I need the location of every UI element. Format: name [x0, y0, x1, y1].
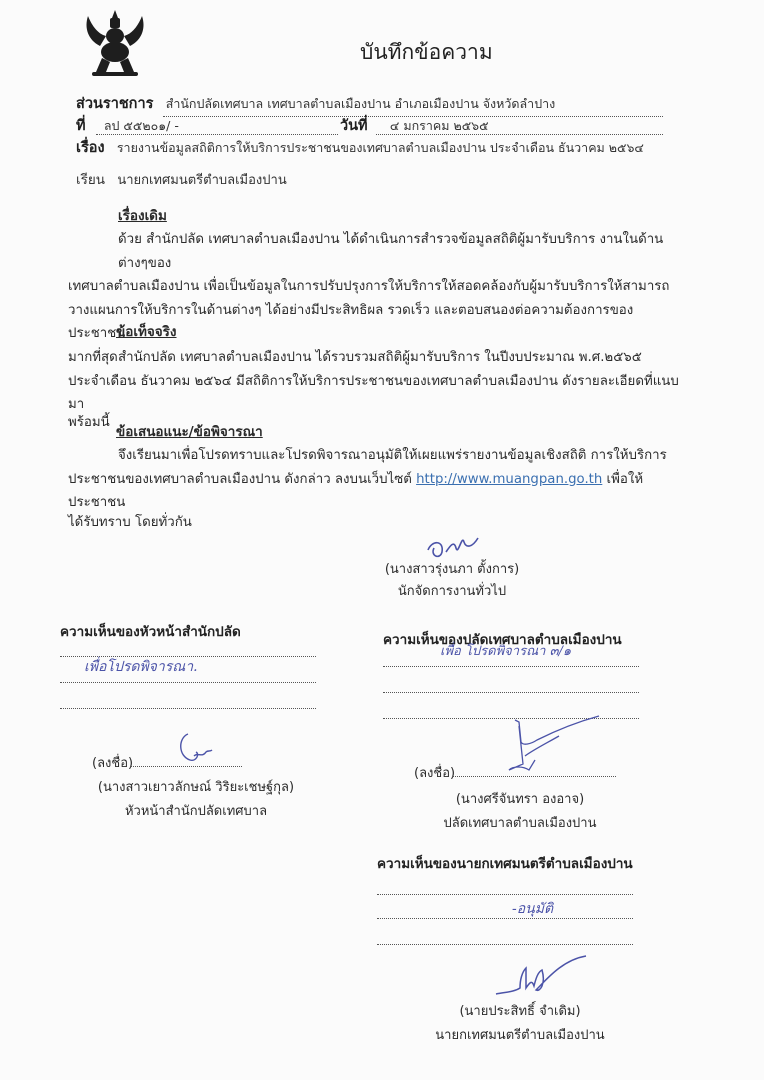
deputy-name: (นางศรีจันทรา องอาจ) [455, 792, 585, 807]
opinion-mayor-handwriting: -อนุมัติ [512, 901, 554, 917]
section-proposal-heading: ข้อเสนอแนะ/ข้อพิจารณา [116, 424, 263, 440]
opinion-line [377, 918, 633, 919]
text-fragment: เพื่อให้ประชาชน [68, 471, 644, 510]
sign-label: (ลงชื่อ) [92, 756, 134, 771]
date-value: ๔ มกราคม ๒๕๖๕ [389, 118, 489, 133]
date-label: วันที่ [340, 118, 368, 134]
to-label: เรียน [76, 172, 106, 188]
head-office-signature-icon [176, 730, 216, 766]
section-facts-heading: ข้อเท็จจริง [116, 324, 177, 340]
subject-value: รายงานข้อมูลสถิติการให้บริการประชาชนของเทศบาลตำบลเมืองปาน ประจำเดือน ธันวาคม ๒๕๖๔ [116, 140, 644, 155]
ref-dotline [96, 134, 338, 135]
subject-row [76, 136, 644, 159]
text-fragment: ประชาชนของเทศบาลตำบลเมืองปาน ดังกล่าว ลงบนเว็บไซต์ [68, 471, 417, 487]
opinion-line [60, 708, 316, 709]
text-line: ได้รับทราบ โดยทั่วกัน [68, 514, 192, 530]
agency-value: สำนักปลัดเทศบาล เทศบาลตำบลเมืองปาน อำเภอเมืองปาน จังหวัดลำปาง [165, 96, 556, 111]
head-office-sign-label [92, 752, 133, 773]
mayor-signature-icon [490, 950, 600, 1000]
author-position: นักจัดการงานทั่วไป [397, 584, 507, 599]
head-office-name: (นางสาวเยาวลักษณ์ วิริยะเชษฐ์กุล) [97, 780, 295, 795]
sign-label: (ลงชื่อ) [414, 766, 456, 781]
text-line: มากที่สุด [68, 349, 118, 365]
sign-dotline [130, 766, 242, 767]
deputy-sign-label [414, 762, 455, 783]
garuda-emblem-icon [82, 6, 148, 82]
subject-label: เรื่อง [76, 140, 105, 156]
text-line: พร้อมนี้ [68, 414, 110, 430]
opinion-line [377, 894, 633, 895]
website-link[interactable]: http://www.muangpan.go.th [416, 471, 603, 487]
date-dotline [376, 134, 663, 135]
text-line: จึงเรียนมาเพื่อโปรดทราบและโปรดพิจารณาอนุมัติให้เผยแพร่รายงานข้อมูลเชิงสถิติ การให้บริการ [118, 448, 667, 463]
text-line-with-link [68, 468, 680, 515]
document-title: บันทึกข้อความ [360, 40, 493, 64]
text-line: เทศบาลตำบลเมืองปาน เพื่อเป็นข้อมูลในการปรับปรุงการให้บริการให้สอดคล้องกับผู้มารับบริการให้สามารถ [68, 279, 670, 294]
sign-dotline [452, 776, 616, 777]
opinion-deputy-handwriting: เพื่อ โปรดพิจารณา ๓/๑ [440, 644, 572, 659]
agency-label: ส่วนราชการ [76, 96, 154, 112]
opinion-line [383, 692, 639, 693]
to-row [76, 168, 287, 190]
opinion-head-office-title: ความเห็นของหัวหน้าสำนักปลัด [60, 624, 241, 640]
text-line: สำนักปลัด เทศบาลตำบลเมืองปาน ได้รวบรวมสถิติผู้มารับบริการ ในปีงบประมาณ พ.ศ.๒๕๖๕ [118, 350, 642, 365]
opinion-mayor-title: ความเห็นของนายกเทศมนตรีตำบลเมืองปาน [377, 856, 633, 872]
ref-label: ที่ [76, 118, 86, 134]
section-background-heading: เรื่องเดิม [118, 208, 167, 224]
head-office-position: หัวหน้าสำนักปลัดเทศบาล [124, 804, 268, 819]
to-value: นายกเทศมนตรีตำบลเมืองปาน [117, 173, 287, 188]
opinion-line [383, 666, 639, 667]
author-name: (นางสาวรุ่งนภา ตั้งการ) [384, 562, 520, 577]
opinion-line [377, 944, 633, 945]
opinion-line [60, 682, 316, 683]
text-line: วางแผนการให้บริการในด้านต่างๆ ได้อย่างมีประสิทธิผล รวดเร็ว และตอบสนองต่อความต้องการของประชาชน [68, 302, 634, 341]
text-line: ประจำเดือน ธันวาคม ๒๕๖๔ มีสถิติการให้บริการประชาชนของเทศบาลตำบลเมืองปาน ดังรายละเอียดที่แนบมา [68, 373, 679, 412]
deputy-position: ปลัดเทศบาลตำบลเมืองปาน [443, 816, 597, 831]
deputy-signature-icon [505, 716, 605, 776]
opinion-deputy-title: ความเห็นของปลัดเทศบาลตำบลเมืองปาน [383, 632, 622, 648]
mayor-position: นายกเทศมนตรีตำบลเมืองปาน [435, 1028, 605, 1043]
ref-value: ลป ๕๕๒๐๑/ - [103, 118, 179, 133]
mayor-name: (นายประสิทธิ์ จำเดิม) [459, 1004, 581, 1019]
agency-row [76, 92, 662, 115]
text-line: ด้วย สำนักปลัด เทศบาลตำบลเมืองปาน ได้ดำเนินการสำรวจข้อมูลสถิติผู้มารับบริการ งานในด้านต่างๆของ [118, 232, 664, 271]
section-proposal-body [68, 444, 680, 534]
opinion-head-office-handwriting: เพื่อโปรดพิจารณา. [84, 659, 198, 675]
